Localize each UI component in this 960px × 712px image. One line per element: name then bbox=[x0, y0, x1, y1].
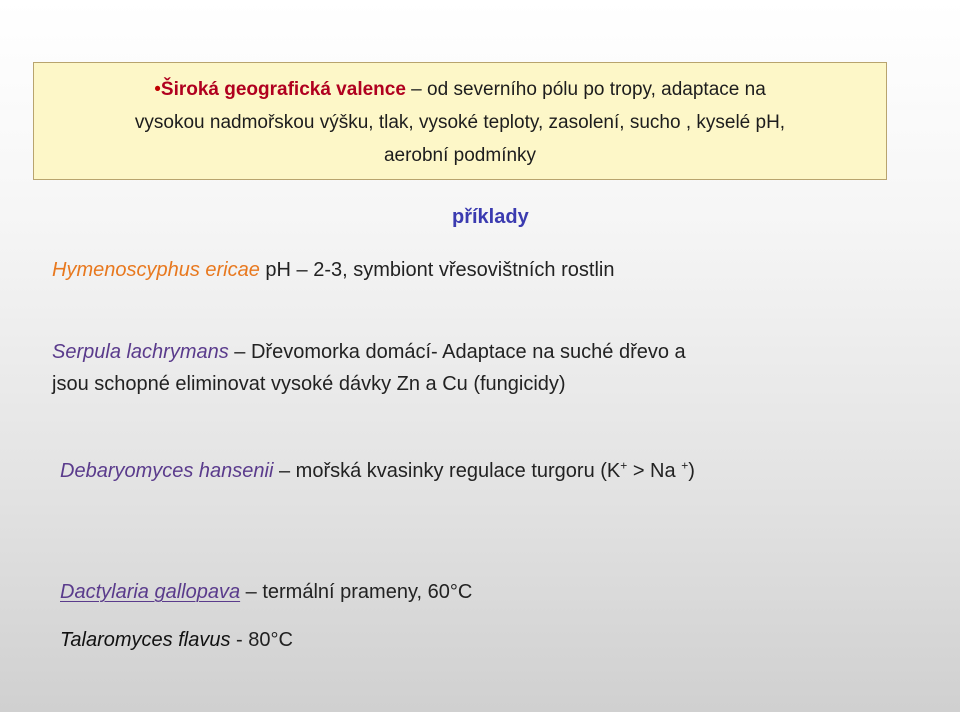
species-name: Dactylaria gallopava bbox=[60, 581, 241, 603]
example-serpula-line-2: jsou schopné eliminovat vysoké dávky Zn a Cu (fungicidy) bbox=[52, 373, 566, 395]
highlight-box bbox=[33, 62, 887, 180]
example-text-cont: > Na bbox=[627, 460, 682, 482]
example-debaryomyces bbox=[60, 460, 695, 483]
highlight-line-3: aerobní podmínky bbox=[383, 145, 537, 166]
example-hymenoscyphus bbox=[52, 259, 614, 282]
example-text-end: ) bbox=[688, 460, 695, 482]
superscript-plus: + bbox=[681, 458, 689, 473]
example-dactylaria bbox=[60, 581, 472, 604]
example-text: – termální prameny, 60°C bbox=[240, 581, 473, 603]
examples-heading: příklady bbox=[452, 206, 529, 228]
highlight-line-1-text: – od severního pólu po tropy, adaptace na bbox=[405, 79, 766, 100]
species-name: Talaromyces flavus bbox=[60, 629, 231, 651]
example-text: – Dřevomorka domácí- Adaptace na suché dřevo a bbox=[228, 341, 686, 363]
highlight-term: Široká geografická valence bbox=[160, 79, 406, 100]
example-talaromyces bbox=[60, 629, 293, 652]
bullet-icon: • bbox=[154, 79, 161, 100]
highlight-line-2: vysokou nadmořskou výšku, tlak, vysoké teploty, zasolení, sucho , kyselé pH, bbox=[134, 112, 786, 133]
species-name: Debaryomyces hansenii bbox=[60, 460, 274, 482]
species-name: Hymenoscyphus ericae bbox=[52, 259, 260, 281]
superscript-plus: + bbox=[620, 458, 628, 473]
example-text: pH – 2-3, symbiont vřesovištních rostlin bbox=[259, 259, 615, 281]
example-text: – mořská kvasinky regulace turgoru (K bbox=[273, 460, 621, 482]
highlight-line-1 bbox=[34, 73, 886, 106]
example-text: - 80°C bbox=[230, 629, 293, 651]
example-serpula bbox=[52, 341, 686, 364]
species-name: Serpula lachrymans bbox=[52, 341, 229, 363]
